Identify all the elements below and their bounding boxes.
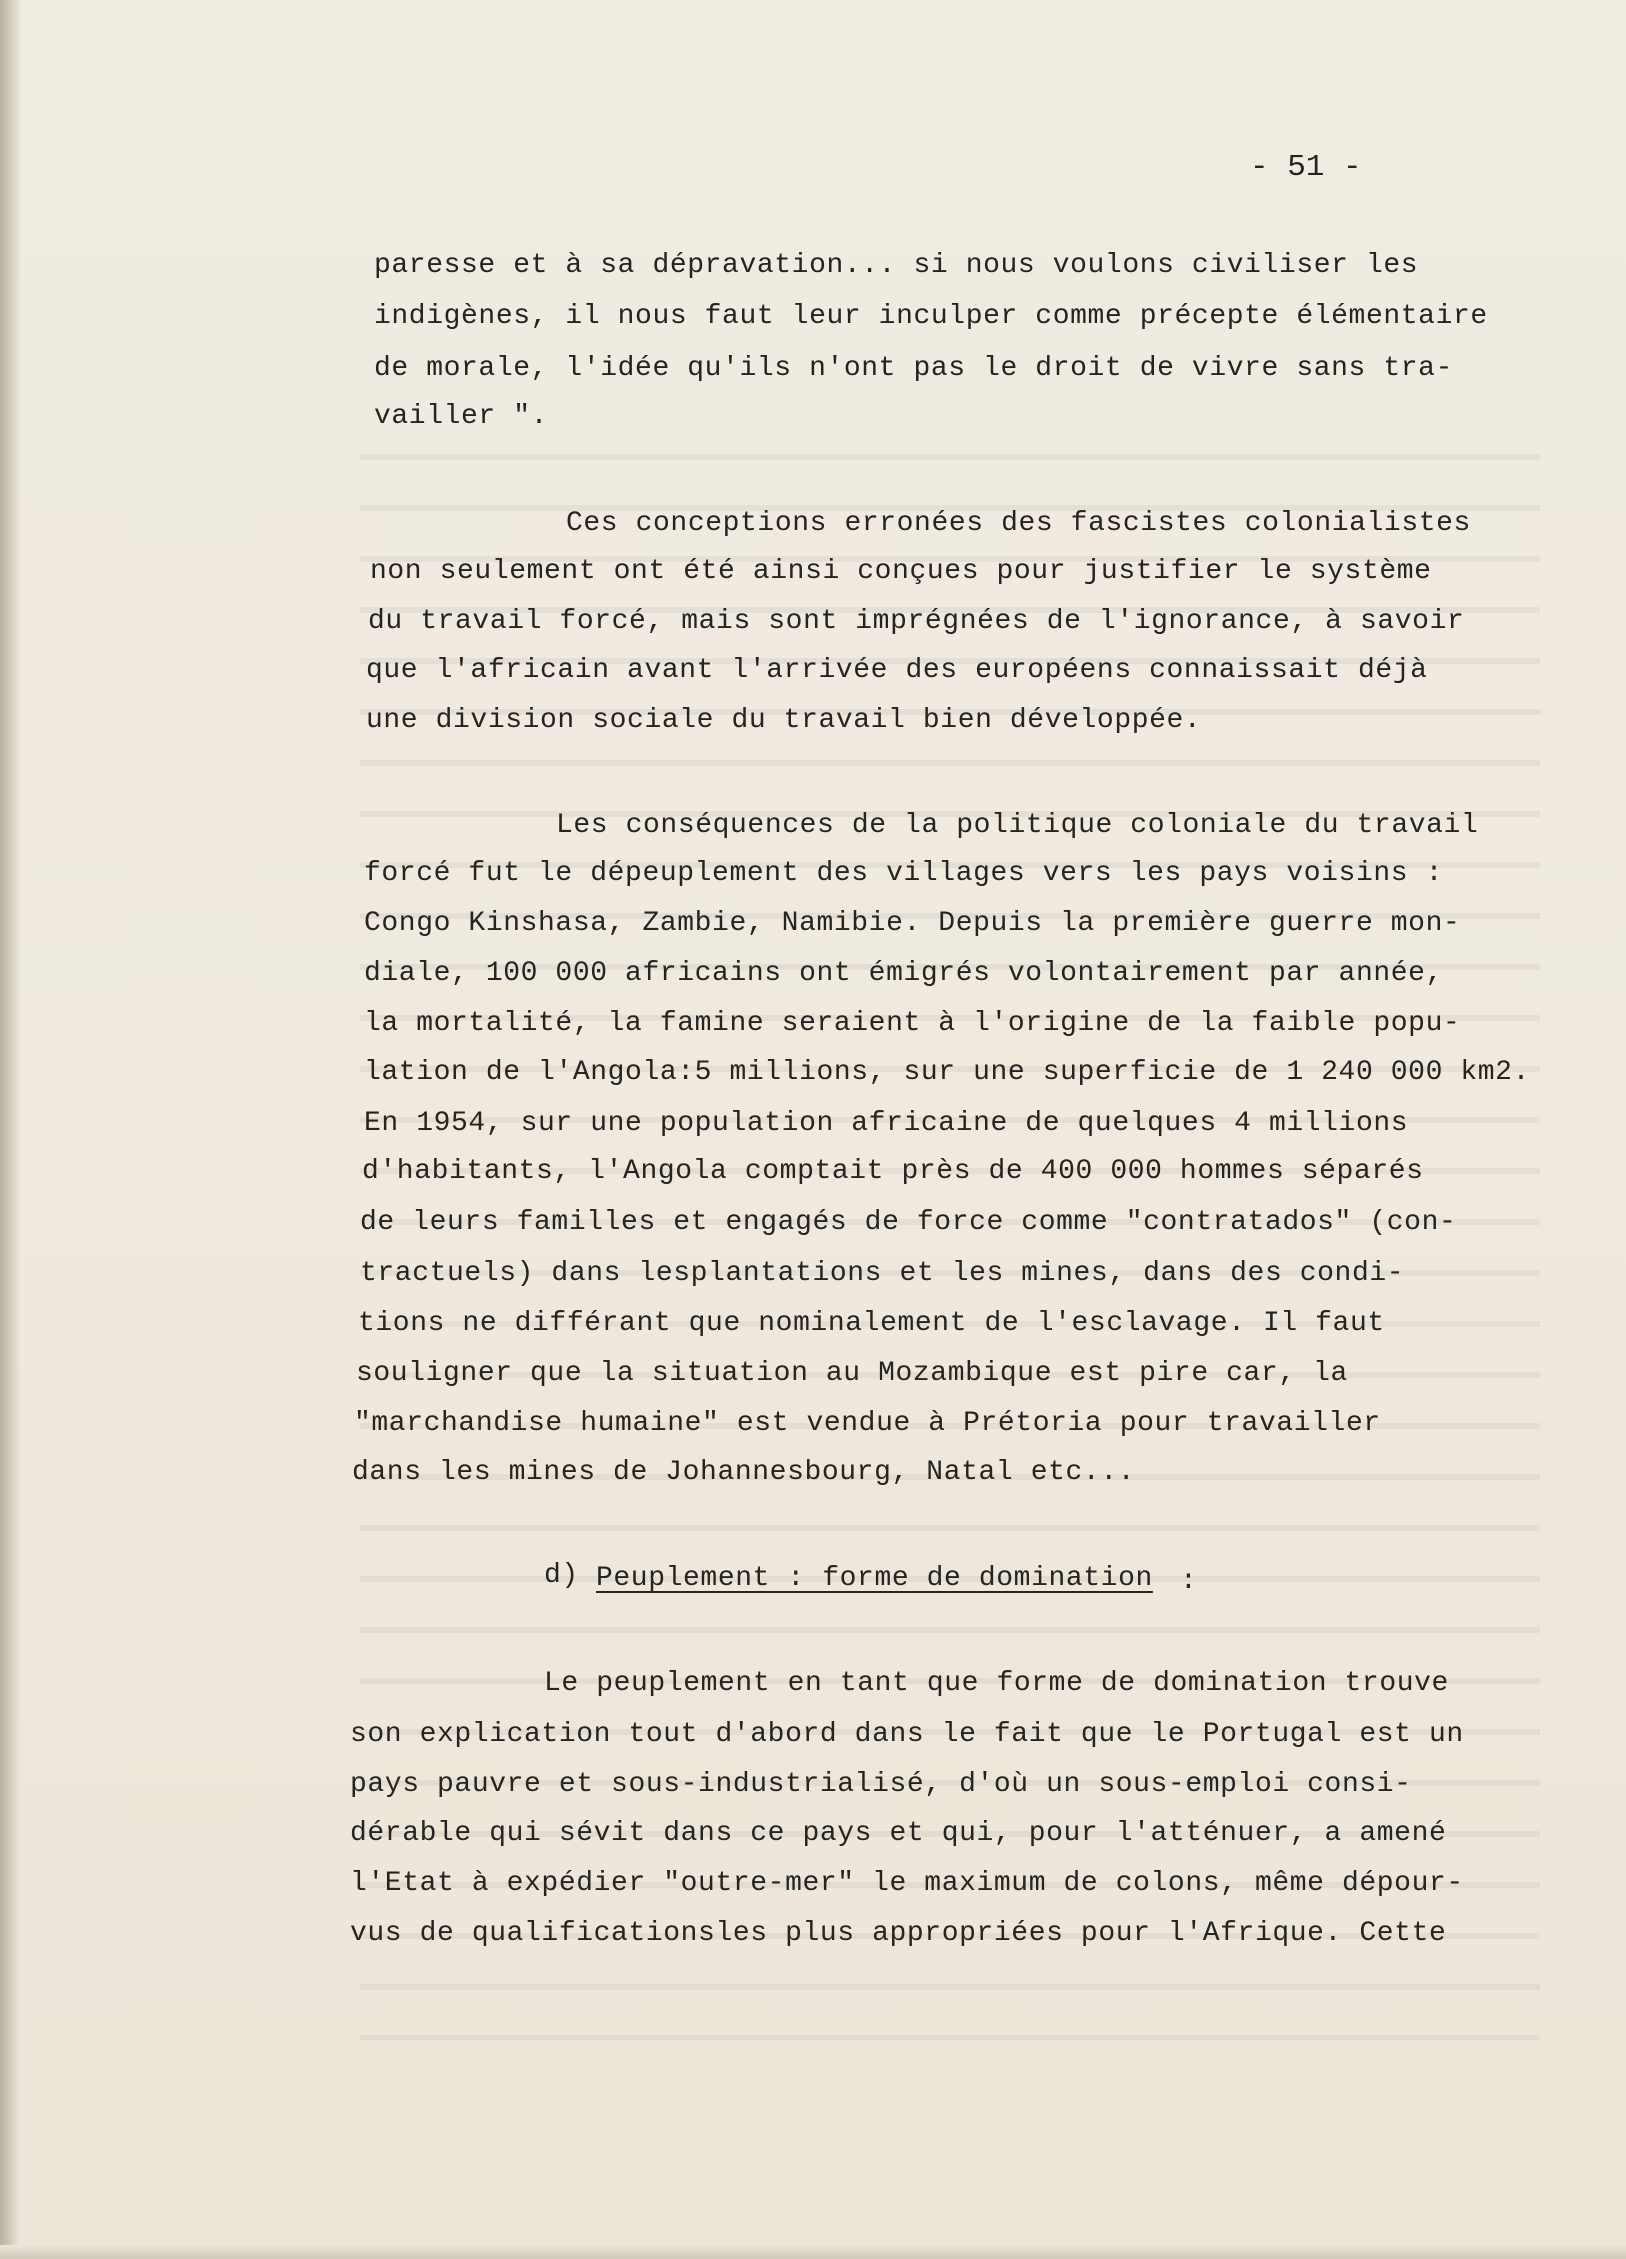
text-line: de leurs familles et engagés de force comme "contratados" (con- (360, 1207, 1457, 1238)
text-line: tions ne différant que nominalement de l'esclavage. Il faut (358, 1308, 1385, 1339)
heading-title: Peuplement : forme de domination (596, 1563, 1153, 1594)
text-line: tractuels) dans lesplantations et les mines, dans des condi- (360, 1258, 1405, 1289)
page-number: - 51 - (1250, 150, 1362, 185)
heading-letter: d) (544, 1560, 579, 1591)
text-line: paresse et à sa dépravation... si nous voulons civiliser les (374, 250, 1419, 281)
text-line: diale, 100 000 africains ont émigrés volontairement par année, (364, 958, 1443, 989)
page-left-edge-shadow (0, 0, 20, 2259)
text-line: vailler ". (374, 401, 549, 432)
text-line: "marchandise humaine" est vendue à Prétoria pour travailler (354, 1408, 1381, 1439)
text-line: que l'africain avant l'arrivée des européens connaissait déjà (366, 655, 1428, 686)
text-line: dérable qui sévit dans ce pays et qui, pour l'atténuer, a amené (350, 1818, 1447, 1849)
page-bottom-edge (0, 2245, 1626, 2259)
text-line: du travail forcé, mais sont imprégnées de l'ignorance, à savoir (368, 606, 1465, 637)
heading-colon: : (1180, 1566, 1198, 1597)
text-line: forcé fut le dépeuplement des villages vers les pays voisins : (364, 858, 1443, 889)
text-line: indigènes, il nous faut leur inculper comme précepte élémentaire (374, 301, 1488, 332)
text-line: de morale, l'idée qu'ils n'ont pas le droit de vivre sans tra- (374, 353, 1453, 384)
text-line: Le peuplement en tant que forme de domination trouve (544, 1668, 1449, 1699)
text-line: pays pauvre et sous-industrialisé, d'où un sous-emploi consi- (350, 1769, 1412, 1800)
text-line: Ces conceptions erronées des fascistes colonialistes (566, 508, 1471, 539)
text-line: vus de qualificationsles plus appropriées pour l'Afrique. Cette (350, 1918, 1447, 1949)
text-line: l'Etat à expédier "outre-mer" le maximum de colons, même dépour- (350, 1868, 1464, 1899)
text-line: non seulement ont été ainsi conçues pour justifier le système (370, 556, 1432, 587)
text-line: une division sociale du travail bien développée. (366, 705, 1202, 736)
text-line: dans les mines de Johannesbourg, Natal etc... (352, 1457, 1136, 1488)
text-line: souligner que la situation au Mozambique est pire car, la (356, 1358, 1348, 1389)
text-line: Les conséquences de la politique coloniale du travail (556, 810, 1479, 841)
text-line: Congo Kinshasa, Zambie, Namibie. Depuis la première guerre mon- (364, 908, 1461, 939)
text-line: son explication tout d'abord dans le fait que le Portugal est un (350, 1719, 1464, 1750)
text-line: lation de l'Angola:5 millions, sur une superficie de 1 240 000 km2. (364, 1057, 1530, 1088)
text-line: d'habitants, l'Angola comptait près de 400 000 hommes séparés (362, 1156, 1424, 1187)
text-line: la mortalité, la famine seraient à l'origine de la faible popu- (364, 1008, 1461, 1039)
text-line: En 1954, sur une population africaine de quelques 4 millions (364, 1108, 1409, 1139)
